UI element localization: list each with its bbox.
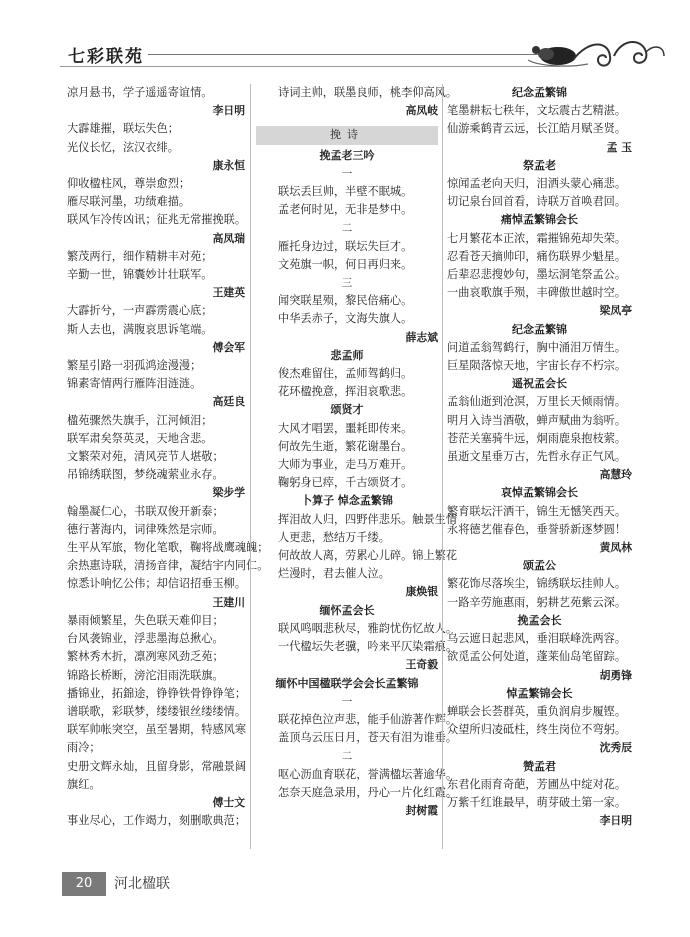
verse-line: 明月入诗当酒敬，蝉声赋曲为翁听。 bbox=[447, 413, 627, 427]
stanza-number: 一 bbox=[341, 695, 353, 708]
verse-line: 虽逝文星垂万古，先哲永存正气风。 bbox=[447, 450, 627, 464]
author-name: 高廷良 bbox=[212, 395, 245, 409]
section-heading: 挽诗 bbox=[256, 126, 438, 144]
verse-line: 文苑旗一帜，何日再归来。 bbox=[278, 257, 413, 271]
verse-line: 何故故人离，劳累心儿碎。锦上繁花 bbox=[278, 549, 458, 563]
column-right bbox=[447, 84, 632, 854]
column-divider bbox=[442, 84, 443, 849]
page-footer bbox=[62, 866, 362, 906]
column-middle bbox=[256, 84, 458, 854]
verse-line: 后辈忍悲搜妙句，墨坛洞笔祭孟公。 bbox=[447, 268, 627, 282]
author-name: 薛志斌 bbox=[405, 330, 438, 344]
verse-line: 光仪长忆，泫汉衣绯。 bbox=[67, 140, 179, 154]
verse-line: 苍茫关塞骑牛远，炯雨鹿泉抱枝萦。 bbox=[447, 431, 627, 445]
author-name: 王建英 bbox=[212, 286, 245, 300]
verse-line: 联风乍冷传凶讯；征兆无常摧挽联。 bbox=[67, 213, 247, 227]
verse-line: 中华丢赤子，文海失旗人。 bbox=[278, 312, 413, 326]
verse-line: 孟翁仙逝到沧溟，万里长天倾雨情。 bbox=[447, 395, 627, 409]
verse-line: 德行著海内，词律殊然是宗师。 bbox=[67, 522, 224, 536]
poem-title: 颂孟公 bbox=[523, 559, 556, 573]
verse-line: 暴雨倾繁星，失色联天难仰目； bbox=[67, 613, 224, 627]
column-left bbox=[67, 84, 269, 854]
verse-line: 楹苑骤然失旗手，江河倾泪； bbox=[67, 413, 213, 427]
verse-line: 鞠躬身已瘁，千古颂贤才。 bbox=[278, 476, 413, 490]
author-name: 李日明 bbox=[599, 814, 632, 828]
header-rule-lower bbox=[60, 66, 560, 67]
verse-line: 一代楹坛失老骥，吟来平仄染霜痕。 bbox=[278, 640, 458, 654]
poem-title: 缅怀孟会长 bbox=[319, 603, 375, 617]
verse-line: 吊锦绣联图，梦绕魂萦业永存。 bbox=[67, 468, 224, 482]
verse-line: 锦素寄情两行雁阵泪涟涟。 bbox=[67, 377, 202, 391]
author-name: 梁步学 bbox=[212, 486, 245, 500]
verse-line: 文繁荣对苑，清风亮节人堪敬； bbox=[67, 450, 224, 464]
verse-line: 锦路长桥断，滂沱泪雨洗联旗。 bbox=[67, 668, 224, 682]
poem-title: 悲孟师 bbox=[330, 348, 364, 362]
verse-line: 播锦业，拓錦途，铮铮铁骨铮铮笔； bbox=[67, 686, 247, 700]
verse-line: 繁林秀木折，凛冽寒风劲乏苑； bbox=[67, 650, 224, 664]
poem-title: 遥祝孟会长 bbox=[512, 377, 567, 391]
verse-line: 挥泪故人归，四野伴悲乐。触景生情 bbox=[278, 512, 458, 526]
page-header bbox=[60, 38, 665, 78]
author-name: 孟 玉 bbox=[606, 140, 632, 154]
verse-line: 斯人去也，满腹哀思诉笔端。 bbox=[67, 322, 213, 336]
column-divider bbox=[250, 84, 251, 849]
verse-line: 一曲哀歌旗手殒，丰碑傲世越时空。 bbox=[447, 286, 627, 300]
author-name: 王奇毅 bbox=[405, 658, 438, 672]
verse-line: 笔墨耕耘七秩年，文坛震古艺精湛。 bbox=[447, 104, 627, 118]
verse-line: 巨星陨落惊天地，宇宙长存不朽宗。 bbox=[447, 359, 627, 373]
stanza-number: 二 bbox=[341, 750, 353, 763]
verse-line: 雨冷； bbox=[67, 741, 101, 755]
poem-title: 卜算子 悼念孟繁锦 bbox=[301, 494, 393, 508]
decorative-ornament-icon bbox=[518, 30, 668, 78]
verse-line: 余热惠诗联，清扬音律，凝结宇内同仁。 bbox=[67, 559, 269, 573]
verse-line: 忍看苍天摘帅印，痛伤联界少魁星。 bbox=[447, 249, 627, 263]
verse-line: 凉月悬书，学子遥遥寄谊情。 bbox=[67, 86, 213, 99]
verse-line: 惊闻孟老向天归，泪洒头蒙心痛悲。 bbox=[447, 177, 627, 191]
verse-line: 大霹雄摧，联坛失色； bbox=[67, 122, 179, 136]
poem-title: 祭孟老 bbox=[523, 158, 556, 172]
poem-title: 痛悼孟繁锦会长 bbox=[501, 213, 578, 227]
author-name: 高凤岐 bbox=[405, 104, 438, 118]
verse-line: 事业尽心，工作竭力，刻删歌典范； bbox=[67, 814, 247, 828]
verse-line: 仙游乘鹤青云远，长江皓月赋圣贤。 bbox=[447, 122, 627, 136]
verse-line: 雁托身边过，联坛失巨才。 bbox=[278, 239, 413, 253]
poem-title: 缅怀中国楹联学会会长孟繁锦 bbox=[275, 676, 419, 690]
verse-line: 蝉联会长荟群英，重负润肩步履铿。 bbox=[447, 704, 627, 718]
verse-line: 台风袭锦业，浮悲墨海总揪心。 bbox=[67, 632, 224, 646]
verse-line: 繁星引路一羽孤鸿途漫漫； bbox=[67, 359, 202, 373]
verse-line: 大风才唱罢，噩耗即传来。 bbox=[278, 421, 413, 435]
verse-line: 万紫千红谁最早，萌芽破土第一家。 bbox=[447, 795, 627, 809]
verse-line: 俊杰难留住，孟师驾鹤归。 bbox=[278, 367, 413, 381]
author-name: 傅士文 bbox=[212, 795, 245, 809]
author-name: 傅会军 bbox=[212, 340, 245, 354]
verse-line: 翰墨凝仁心，书联双俊开新泰； bbox=[67, 504, 224, 518]
verse-line: 仰收楹柱风，尊崇愈烈； bbox=[67, 177, 191, 191]
verse-line: 人更悲，愁结万千缕。 bbox=[278, 530, 390, 544]
author-name: 封树霞 bbox=[405, 803, 438, 817]
verse-line: 烂漫时，君去催人泣。 bbox=[278, 567, 390, 581]
section-title: 七彩联苑 bbox=[68, 47, 144, 67]
author-name: 胡勇锋 bbox=[599, 668, 632, 682]
verse-line: 何故先生逝，繁花谢墨台。 bbox=[278, 439, 413, 453]
verse-line: 花环楹挽意，挥泪哀歌悲。 bbox=[278, 385, 413, 399]
verse-line: 盖顶乌云压日月，苍天有泪为谁垂。 bbox=[278, 731, 458, 745]
verse-line: 繁茂两行，细作精耕丰对苑； bbox=[67, 249, 213, 263]
verse-line: 永将德艺催春色，垂誉骄新逐梦圆！ bbox=[447, 522, 627, 536]
author-name: 黄凤林 bbox=[599, 541, 632, 555]
verse-line: 联军肃矣祭英灵，天地含悲。 bbox=[67, 431, 213, 445]
poem-title: 哀悼孟繁锦会长 bbox=[501, 486, 578, 500]
author-name: 李日明 bbox=[212, 104, 245, 118]
verse-line: 乌云遮日起悲风，垂泪联峰洗两容。 bbox=[447, 632, 627, 646]
verse-line: 史册文辉永灿，且留身影，常融景阔 bbox=[67, 759, 247, 773]
author-name: 高慧玲 bbox=[599, 468, 632, 482]
poem-title: 挽孟会长 bbox=[517, 613, 562, 627]
verse-line: 欲觅孟公何处道，蓬莱仙岛笔留踪。 bbox=[447, 650, 627, 664]
poem-title: 纪念孟繁锦 bbox=[512, 322, 567, 336]
poem-title: 悼孟繁锦会长 bbox=[506, 686, 573, 700]
verse-line: 七月繁花本正浓，霜摧锦苑却失荣。 bbox=[447, 231, 627, 245]
stanza-number: 一 bbox=[341, 167, 353, 180]
magazine-name: 河北楹联 bbox=[114, 876, 170, 892]
verse-line: 大师为事业，走马万难开。 bbox=[278, 458, 413, 472]
header-rule bbox=[148, 54, 568, 55]
verse-line: 联风鸣咽悲秋尽，雅韵忧伤忆故人。 bbox=[278, 621, 458, 635]
verse-line: 辛勤一世，锦囊妙计壮联军。 bbox=[67, 268, 213, 282]
verse-line: 孟老何时见，无非是梦中。 bbox=[278, 203, 413, 217]
author-name: 高凤瑞 bbox=[212, 231, 245, 245]
verse-line: 生平从军旅，物化笔歌，鞠将战鹰魂魄； bbox=[67, 541, 269, 555]
verse-line: 联坛丢巨帅，半壁不眠城。 bbox=[278, 185, 413, 199]
verse-line: 众望所归凌砥柱，终生岗位不弯躬。 bbox=[447, 723, 627, 737]
verse-line: 闻突联星殒，黎民倍痛心。 bbox=[278, 294, 413, 308]
verse-line: 繁育联坛汗洒干，锦生无憾笑西天。 bbox=[447, 504, 627, 518]
poem-title: 纪念孟繁锦 bbox=[512, 86, 567, 99]
verse-line: 一路辛劳施惠雨，躬耕艺苑紫云深。 bbox=[447, 595, 627, 609]
verse-line: 问道孟翁驾鹤行，胸中涌泪万情生。 bbox=[447, 340, 627, 354]
verse-line: 呕心沥血育联花，誉满楹坛著逾华。 bbox=[278, 767, 458, 781]
verse-line: 联花掉色泣声悲，能手仙游著作辉。 bbox=[278, 712, 458, 726]
verse-line: 雁尽联河墨，功绩难描。 bbox=[67, 195, 191, 209]
poem-title: 挽孟老三吟 bbox=[319, 148, 375, 162]
verse-line: 诗词主帅，联墨良师，桃李仰高风。 bbox=[278, 86, 458, 99]
verse-line: 大霹折兮，一声霹雳震心底； bbox=[67, 304, 213, 318]
author-name: 康焕银 bbox=[405, 585, 438, 599]
author-name: 康永恒 bbox=[212, 158, 245, 172]
verse-line: 怎奈天庭急录用，丹心一片化红霞。 bbox=[278, 785, 458, 799]
verse-line: 联军帅帐突空，虽至暑期，特感风寒 bbox=[67, 723, 247, 737]
verse-line: 旗红。 bbox=[67, 777, 101, 791]
verse-line: 东君化雨育奇葩，芳圃丛中绽对花。 bbox=[447, 777, 627, 791]
verse-line: 切记泉台回首看，诗联万首唤君回。 bbox=[447, 195, 627, 209]
poem-title: 颂贤才 bbox=[330, 403, 364, 417]
stanza-number: 二 bbox=[341, 222, 353, 235]
author-name: 梁凤亭 bbox=[599, 304, 632, 318]
verse-line: 谱联歌，彩联梦，缕缕银丝缕缕情。 bbox=[67, 704, 247, 718]
author-name: 王建川 bbox=[212, 595, 245, 609]
page-number: 20 bbox=[62, 872, 106, 896]
author-name: 沈秀辰 bbox=[599, 741, 632, 755]
poem-title: 赞孟君 bbox=[523, 759, 556, 773]
verse-line: 惊悉讣响忆公伟；却信诏招垂玉柳。 bbox=[67, 577, 247, 591]
verse-line: 繁花饰尽落埃尘，锦绣联坛挂帅人。 bbox=[447, 577, 627, 591]
stanza-number: 三 bbox=[341, 277, 353, 290]
